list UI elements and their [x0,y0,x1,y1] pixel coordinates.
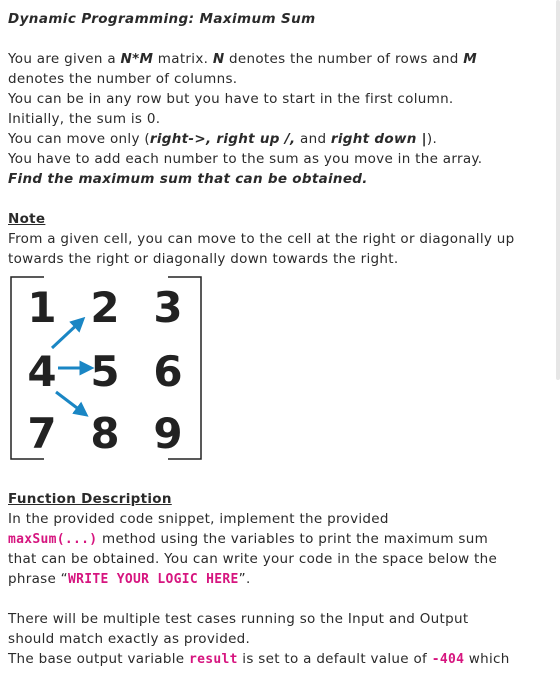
matrix-cell: 7 [27,409,57,458]
matrix-cell: 8 [90,409,120,458]
code-method-name: maxSum(...) [8,532,98,547]
code-default-value: -404 [431,652,465,667]
tests-line-2: should match exactly as provided. [8,631,251,647]
intro-line-7: Find the maximum sum that can be obtained. [8,171,368,187]
text: is set to a default value of [237,651,432,667]
text: The base output variable [8,651,189,667]
arrow-right-down-icon [56,392,85,414]
function-line-1: In the provided code snippet, implement the provided [8,511,389,527]
text: You are given a [8,51,121,67]
intro-line-4: Initially, the sum is 0. [8,111,161,127]
function-line-4 [8,569,548,589]
function-line-3: that can be obtained. You can write your code in the space below the [8,551,498,567]
matrix-cell: 4 [27,347,57,396]
matrix-cell: 6 [153,347,183,396]
matrix-cell: 5 [90,347,120,396]
matrix-cell: 3 [153,283,183,332]
intro-line-6: You have to add each number to the sum as you move in the array. [8,151,483,167]
function-description-heading: Function Description [8,491,172,507]
tests-line-3 [8,649,548,669]
text: which [464,651,510,667]
text: denotes the number of rows and [224,51,464,67]
test-cases-section [8,609,548,669]
scrollbar[interactable] [556,0,560,380]
text-emphasis: M [463,51,477,67]
intro-line-3: You can be in any row but you have to start in the first column. [8,91,454,107]
note-line-2: towards the right or diagonally down towards the right. [8,251,399,267]
function-description-section [8,489,548,589]
text-emphasis: N*M [120,51,154,67]
text: and [295,131,331,147]
tests-line-1: There will be multiple test cases running so the Input and Output [8,611,469,627]
text: matrix. [153,51,213,67]
code-phrase: WRITE YOUR LOGIC HERE [67,572,239,587]
text: ). [426,131,438,147]
text-emphasis: right->, right up /, [149,131,296,147]
page-title: Dynamic Programming: Maximum Sum [8,11,316,27]
text: ”. [238,571,251,587]
intro-line-2: denotes the number of columns. [8,71,238,87]
intro-line-5 [8,129,548,149]
matrix-diagram [10,276,202,460]
text: phrase “ [8,571,68,587]
matrix-cell: 2 [90,283,120,332]
text: You can move only ( [8,131,150,147]
note-heading: Note [8,211,46,227]
text: method using the variables to print the maximum sum [97,531,489,547]
text-emphasis: N [212,51,225,67]
intro-section [8,49,548,189]
matrix-cell: 1 [27,283,57,332]
function-line-2 [8,529,548,549]
note-section [8,209,548,269]
text-emphasis: right down | [330,131,427,147]
matrix-cell: 9 [153,409,183,458]
note-line-1: From a given cell, you can move to the cell at the right or diagonally up [8,231,515,247]
intro-line-1 [8,49,548,69]
code-result-variable: result [188,652,238,667]
